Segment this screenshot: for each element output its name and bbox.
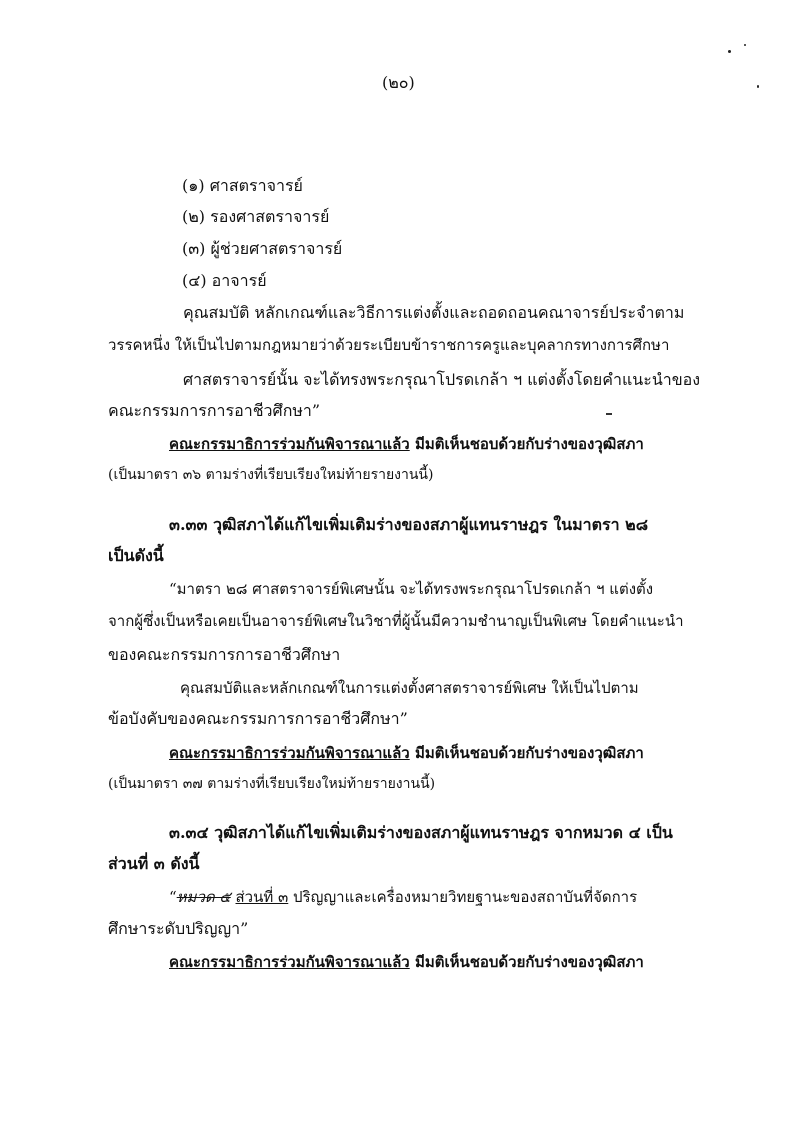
committee-resolution-underlined: คณะกรรมาธิการร่วมกันพิจารณาแล้ว — [169, 435, 410, 453]
paragraph-line: ของคณะกรรมการการอาชีวศึกษา — [108, 645, 341, 664]
paragraph-line: “มาตรา ๒๘ ศาสตราจารย์พิเศษนั้น จะได้ทรงพระกรุณาโปรดเกล้า ฯ แต่งตั้ง — [169, 580, 654, 598]
article-note: (เป็นมาตรา ๓๖ ตามร่างที่เรียบเรียงใหม่ท้ายรายงานนี้) — [108, 467, 434, 483]
struck-text: หมวด ๕ — [176, 888, 231, 906]
committee-resolution-underlined: คณะกรรมาธิการร่วมกันพิจารณาแล้ว — [169, 744, 410, 762]
paragraph-line: คณะกรรมการการอาชีวศึกษา” — [108, 401, 321, 420]
scan-speck — [728, 50, 731, 53]
committee-resolution — [169, 433, 644, 455]
committee-resolution-text: มีมติเห็นชอบด้วยกับร่างของวุฒิสภา — [409, 953, 644, 971]
paragraph-line: ข้อบังคับของคณะกรรมการการอาชีวศึกษา” — [108, 709, 408, 728]
list-item-2: (๒) รองศาสตราจารย์ — [182, 207, 330, 226]
list-item-3: (๓) ผู้ช่วยศาสตราจารย์ — [182, 239, 343, 258]
paragraph-line: วรรคหนึ่ง ให้เป็นไปตามกฎหมายว่าด้วยระเบียบข้าราชการครูและบุคลากรทางการศึกษา — [108, 336, 670, 354]
paragraph-text: ปริญญาและเครื่องหมายวิทยฐานะของสถาบันที่จัดการ — [288, 888, 638, 906]
article-note: (เป็นมาตรา ๓๗ ตามร่างที่เรียบเรียงใหม่ท้ายรายงานนี้) — [108, 776, 436, 792]
paragraph-line: ศาสตราจารย์นั้น จะได้ทรงพระกรุณาโปรดเกล้า ฯ แต่งตั้งโดยคำแนะนำของ — [183, 370, 701, 389]
scan-speck — [757, 85, 759, 88]
section-heading: ๓.๓๓ วุฒิสภาได้แก้ไขเพิ่มเติมร่างของสภาผู้แทนราษฎร ในมาตรา ๒๘ — [169, 515, 649, 534]
committee-resolution — [169, 742, 644, 764]
scan-mark — [606, 413, 612, 415]
committee-resolution-underlined: คณะกรรมาธิการร่วมกันพิจารณาแล้ว — [169, 953, 410, 971]
paragraph-line: คุณสมบัติ หลักเกณฑ์และวิธีการแต่งตั้งและถอดถอนคณาจารย์ประจำตาม — [183, 303, 685, 322]
committee-resolution-text: มีมติเห็นชอบด้วยกับร่างของวุฒิสภา — [409, 744, 644, 762]
committee-resolution-text: มีมติเห็นชอบด้วยกับร่างของวุฒิสภา — [409, 435, 644, 453]
open-quote: “ — [169, 888, 177, 906]
scan-speck — [744, 44, 746, 46]
list-item-1: (๑) ศาสตราจารย์ — [182, 176, 303, 195]
section-heading-cont: ส่วนที่ ๓ ดังนี้ — [108, 854, 200, 873]
underlined-text: ส่วนที่ ๓ — [235, 888, 289, 906]
paragraph-line: จากผู้ซึ่งเป็นหรือเคยเป็นอาจารย์พิเศษในวิชาที่ผู้นั้นมีความชำนาญเป็นพิเศษ โดยคำแนะนำ — [108, 612, 684, 630]
list-item-4: (๔) อาจารย์ — [182, 271, 267, 290]
section-heading-cont: เป็นดังนี้ — [108, 546, 164, 565]
committee-resolution — [169, 951, 644, 973]
section-heading: ๓.๓๔ วุฒิสภาได้แก้ไขเพิ่มเติมร่างของสภาผู้แทนราษฎร จากหมวด ๔ เป็น — [169, 823, 673, 842]
paragraph-line — [169, 886, 637, 908]
paragraph-line: ศึกษาระดับปริญญา” — [108, 919, 249, 938]
page-number: (๒๐) — [382, 73, 415, 92]
paragraph-line: คุณสมบัติและหลักเกณฑ์ในการแต่งตั้งศาสตราจารย์พิเศษ ให้เป็นไปตาม — [180, 679, 639, 697]
